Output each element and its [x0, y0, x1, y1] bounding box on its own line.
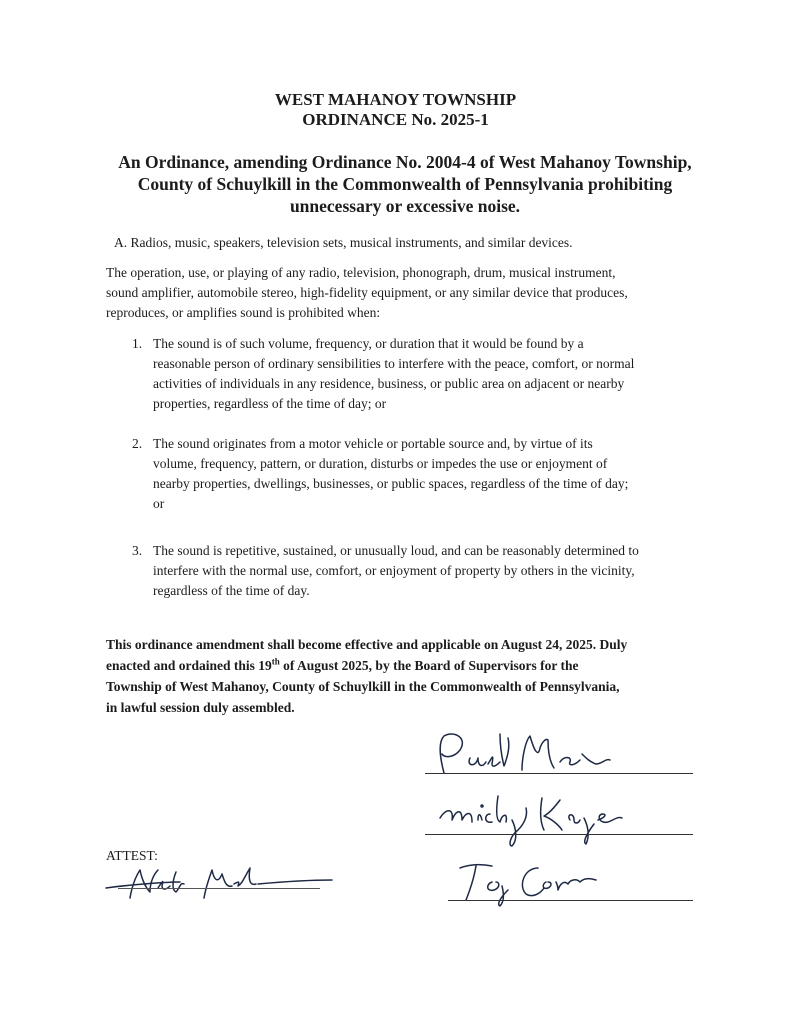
closing-line-4: in lawful session duly assembled.: [106, 700, 295, 715]
section-a-heading: A. Radios, music, speakers, television sets, musical instruments, and similar devices.: [114, 235, 573, 250]
list-item-line: The sound is of such volume, frequency, or duration that it would be found by a: [153, 336, 584, 351]
ordinance-subtitle-line-3: unnecessary or excessive noise.: [289, 196, 521, 216]
ordinance-number: ORDINANCE No. 2025-1: [302, 110, 489, 129]
signature-line: [118, 888, 320, 889]
ordinance-subtitle-line-2: County of Schuylkill in the Commonwealth of Pennsylvania prohibiting: [137, 174, 673, 194]
closing-line-2-start: enacted and ordained this 19: [106, 658, 272, 673]
township-title: WEST MAHANOY TOWNSHIP: [274, 90, 517, 109]
attest-label: ATTEST:: [106, 848, 158, 863]
closing-line-2-end: of August 2025, by the Board of Supervisors for the: [279, 658, 579, 673]
signature-line: [448, 900, 693, 901]
list-item-line: The sound originates from a motor vehicle or portable source and, by virtue of its: [153, 436, 593, 451]
intro-line-3: reproduces, or amplifies sound is prohibited when:: [106, 305, 381, 320]
list-item-line: volume, frequency, pattern, or duration, disturbs or impedes the use or enjoyment of: [153, 456, 608, 471]
intro-line-2: sound amplifier, automobile stereo, high-fidelity equipment, or any similar device that produces,: [106, 285, 628, 300]
list-item-line: nearby properties, dwellings, businesses, or public spaces, regardless of the time of day;: [153, 476, 629, 491]
date-ordinal-suffix: th: [271, 656, 280, 667]
attest-signature: [100, 858, 340, 908]
signature-line: [425, 834, 693, 835]
list-item-line: properties, regardless of the time of day; or: [153, 396, 387, 411]
signature-line: [425, 773, 693, 774]
list-item-number: 2.: [132, 436, 143, 451]
list-item-line: The sound is repetitive, sustained, or unusually loud, and can be reasonably determined to: [153, 543, 639, 558]
list-item-number: 3.: [132, 543, 143, 558]
list-item-number: 1.: [132, 336, 143, 351]
intro-line-1: The operation, use, or playing of any radio, television, phonograph, drum, musical instrument,: [106, 265, 616, 280]
list-item-line: regardless of the time of day.: [153, 583, 310, 598]
ordinance-subtitle-line-1: An Ordinance, amending Ordinance No. 2004-4 of West Mahanoy Township,: [118, 152, 692, 172]
closing-line-2: [106, 655, 706, 676]
list-item-line: activities of individuals in any residence, business, or public area on adjacent or nearby: [153, 376, 625, 391]
closing-line-3: Township of West Mahanoy, County of Schuylkill in the Commonwealth of Pennsylvania,: [106, 679, 620, 694]
list-item-line: interfere with the normal use, comfort, or enjoyment of property by others in the vicinity,: [153, 563, 635, 578]
list-item-line: reasonable person of ordinary sensibilities to interfere with the peace, comfort, or normal: [153, 356, 635, 371]
list-item-line: or: [153, 496, 165, 511]
closing-line-1: This ordinance amendment shall become effective and applicable on August 24, 2025. Duly: [106, 637, 628, 652]
supervisor-signature-2: [432, 790, 642, 848]
